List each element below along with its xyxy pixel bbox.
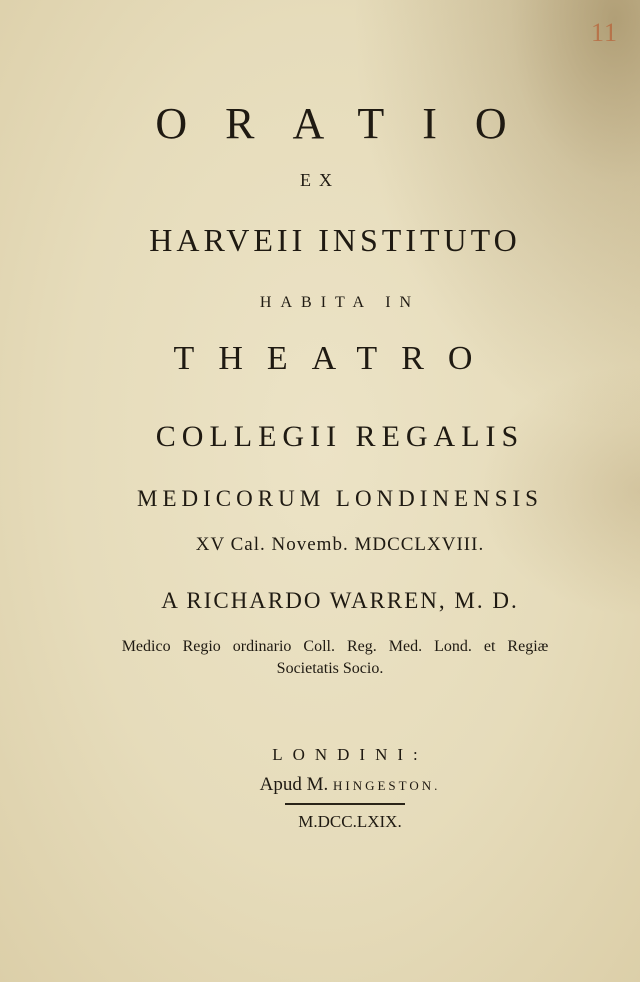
imprint-publisher (0, 774, 640, 796)
imprint-publisher-prefix: Apud M. (259, 774, 329, 795)
title-theatro: THEATRO (173, 340, 497, 377)
title-habita-in: HABITA IN (259, 294, 421, 311)
title-medicorum-londinensis: MEDICORUM LONDINENSIS (137, 486, 543, 511)
publication-year: M.DCC.LXIX. (298, 812, 402, 831)
author-titles-line2: Societatis Socio. (276, 660, 384, 677)
title-collegii-regalis: COLLEGII REGALIS (155, 420, 525, 453)
title-oratio: ORATIO (155, 99, 545, 148)
imprint-divider-rule (285, 803, 405, 805)
title-harveii-instituto: HARVEII INSTITUTO (149, 222, 521, 258)
author-titles-line1: Medico Regio ordinario Coll. Reg. Med. Lond. et Regiæ (121, 638, 549, 655)
oration-date: XV Cal. Novemb. MDCCLXVIII. (195, 534, 485, 555)
author-name: A RICHARDO WARREN, M. D. (161, 588, 519, 613)
title-ex: EX (300, 170, 340, 190)
imprint-place: LONDINI: (272, 745, 428, 764)
folio-number: 11 (590, 18, 618, 47)
imprint-publisher-name: HINGESTON. (332, 778, 441, 793)
